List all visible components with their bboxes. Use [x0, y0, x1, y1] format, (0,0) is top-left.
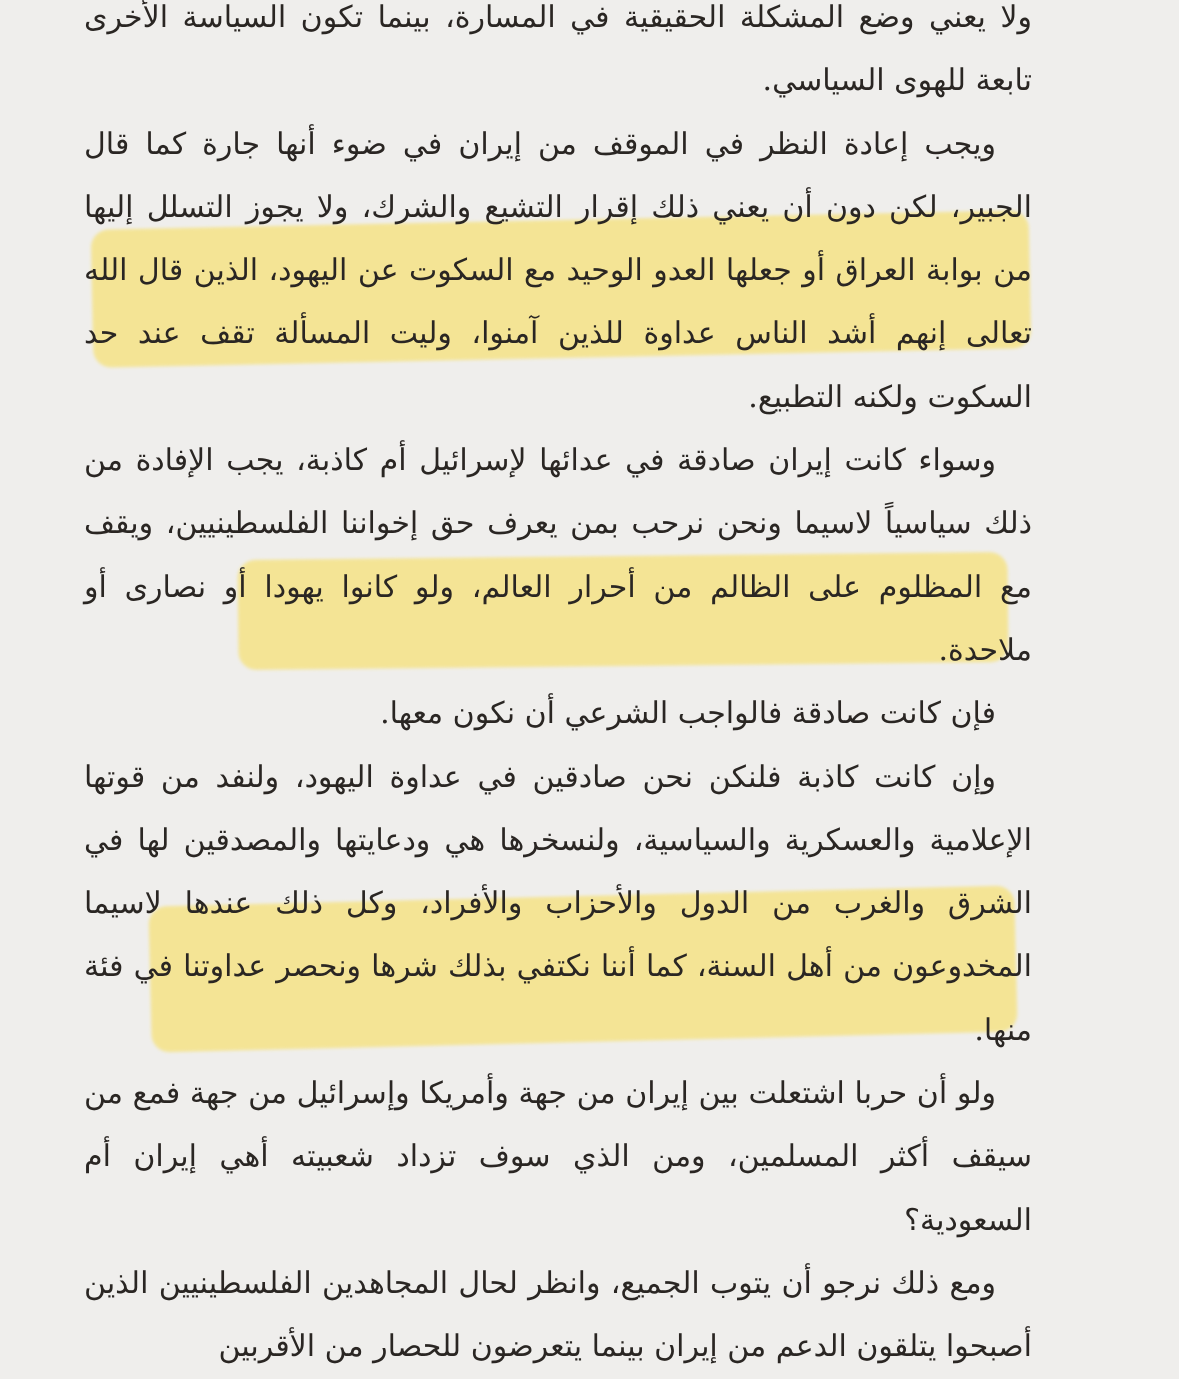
- paragraph: ويجب إعادة النظر في الموقف من إيران في ضوء أنها جارة كما قال الجبير، لكن دون أن يعني ذلك إقرار التشيع والشرك، ولا يجوز التسلل إليها من بوابة العراق أو جعلها العدو الوحيد مع السكوت عن اليهود، الذين قال الله تعالى إنهم أشد الناس عداوة للذين آمنوا، وليت المسألة تقف عند حد السكوت ولكنه التطبيع.: [84, 126, 1032, 415]
- page-text: [84, 0, 1032, 1379]
- paragraph: ومع ذلك نرجو أن يتوب الجميع، وانظر لحال المجاهدين الفلسطينيين الذين أصبحوا يتلقون الدعم من إيران بينما يتعرضون للحصار من الأقربين: [84, 1265, 1032, 1365]
- paragraph: فإن كانت صادقة فالواجب الشرعي أن نكون معها.: [380, 696, 996, 732]
- paragraph: وسواء كانت إيران صادقة في عدائها لإسرائيل أم كاذبة، يجب الإفادة من ذلك سياسياً لاسيما ونحن نرحب بمن يعرف حق إخواننا الفلسطينيين، ويقف مع المظلوم على الظالم من أحرار العالم، ولو كانوا يهودا أو نصارى أو ملاحدة.: [84, 443, 1032, 668]
- paragraph: وإن كانت كاذبة فلنكن نحن صادقين في عداوة اليهود، ولنفد من قوتها الإعلامية والعسكرية والسياسية، ولنسخرها هي ودعايتها والمصدقين لها في الشرق والغرب من الدول والأحزاب والأفراد، وكل ذلك عندها لاسيما المخدوعون من أهل السنة، كما أننا نكتفي بذلك شرها ونحصر عداوتنا في فئة منها.: [84, 759, 1032, 1048]
- paragraph: ولو أن حربا اشتعلت بين إيران من جهة وأمريكا وإسرائيل من جهة فمع من سيقف أكثر المسلمين، ومن الذي سوف تزداد شعبيته أهي إيران أم السعودية؟: [84, 1076, 1032, 1238]
- paragraph: ولا يعني وضع المشكلة الحقيقية في المسارة، بينما تكون السياسة الأخرى تابعة للهوى السياسي.: [84, 0, 1032, 99]
